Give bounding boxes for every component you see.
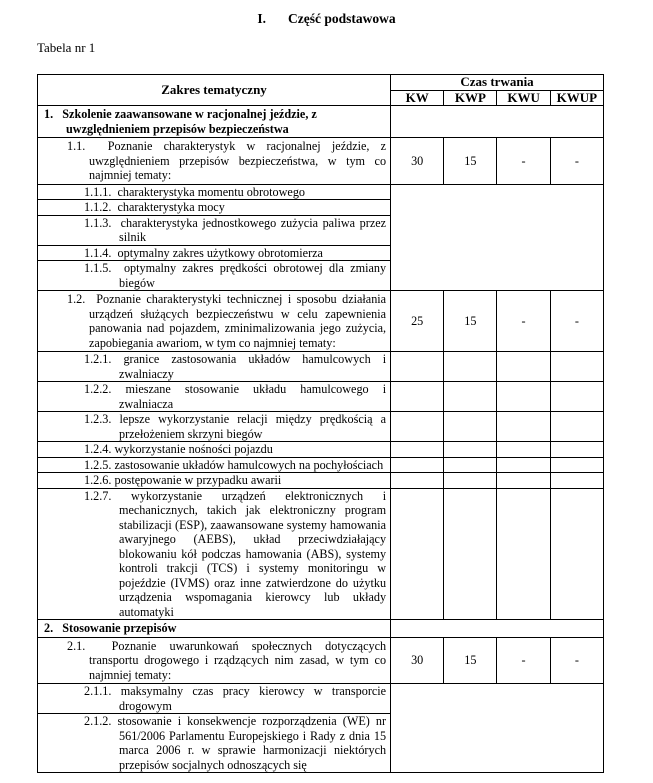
table-row	[38, 291, 604, 352]
empty-cell	[550, 473, 603, 489]
table-row	[38, 138, 604, 185]
header-kwu: KWU	[497, 90, 550, 106]
empty-cell	[391, 488, 444, 620]
table-row	[38, 442, 604, 458]
empty-cell	[391, 684, 604, 773]
empty-cell	[444, 457, 497, 473]
value-kw: 30	[391, 138, 444, 185]
topic-2-1: 2.1. Poznanie uwarunkowań społecznych dotyczących transportu drogowego i rządzących nim zasad, w tym co najmniej tematy:	[38, 637, 391, 684]
empty-cell	[391, 442, 444, 458]
subtopic-1-1-1: 1.1.1. charakterystyka momentu obrotowego	[38, 184, 391, 200]
subtopic-1-2-5: 1.2.5. zastosowanie układów hamulcowych na pochyłościach	[38, 457, 391, 473]
empty-cell	[550, 412, 603, 442]
value-kwp: 15	[444, 291, 497, 352]
empty-cell	[391, 352, 444, 382]
subtopic-1-1-2: 1.1.2. charakterystyka mocy	[38, 200, 391, 216]
empty-cell	[497, 442, 550, 458]
empty-cell	[444, 473, 497, 489]
empty-cell	[391, 457, 444, 473]
subtopic-1-2-2: 1.2.2. mieszane stosowanie układu hamulcowego i zwalniacza	[38, 382, 391, 412]
table-header-row	[38, 75, 604, 91]
header-kwp: KWP	[444, 90, 497, 106]
empty-cell	[391, 473, 444, 489]
value-kwp: 15	[444, 138, 497, 185]
empty-cell	[497, 488, 550, 620]
curriculum-table	[37, 74, 604, 773]
empty-cell	[444, 412, 497, 442]
table-row	[38, 637, 604, 684]
subtopic-2-1-2: 2.1.2. stosowanie i konsekwencje rozporządzenia (WE) nr 561/2006 Parlamentu Europejskiego i Rady z dnia 15 marca 2006 r. w sprawie harmonizacji niektórych przepisów socjalnych odnoszących się	[38, 714, 391, 773]
header-kw: KW	[391, 90, 444, 106]
empty-cell	[391, 382, 444, 412]
topic-1-1: 1.1. Poznanie charakterystyk w racjonalnej jeździe, z uwzględnieniem przepisów bezpieczeństwa, w tym co najmniej tematy:	[38, 138, 391, 185]
table-row	[38, 457, 604, 473]
table-row	[38, 106, 604, 138]
subtopic-1-1-3: 1.1.3. charakterystyka jednostkowego zużycia paliwa przez silnik	[38, 215, 391, 245]
subtopic-1-2-4: 1.2.4. wykorzystanie nośności pojazdu	[38, 442, 391, 458]
empty-cell	[497, 382, 550, 412]
section-1-title: 1. Szkolenie zaawansowane w racjonalnej jeździe, z uwzględnieniem przepisów bezpieczeństwa	[38, 106, 391, 138]
subtopic-1-2-1: 1.2.1. granice zastosowania układów hamulcowych i zwalniaczy	[38, 352, 391, 382]
empty-cell	[391, 106, 604, 138]
empty-cell	[550, 488, 603, 620]
empty-cell	[444, 352, 497, 382]
value-kwup: -	[550, 138, 603, 185]
empty-cell	[444, 442, 497, 458]
table-row	[38, 382, 604, 412]
empty-cell	[497, 352, 550, 382]
table-row	[38, 184, 604, 200]
table-row	[38, 352, 604, 382]
subtopic-1-2-3: 1.2.3. lepsze wykorzystanie relacji między prędkością a przełożeniem skrzyni biegów	[38, 412, 391, 442]
header-topic: Zakres tematyczny	[38, 75, 391, 106]
empty-cell	[444, 382, 497, 412]
topic-1-2: 1.2. Poznanie charakterystyki technicznej i sposobu działania urządzeń służących bezpieczeństwu w celu zapewnienia panowania nad pojazdem, zminimalizowania jego zużycia, zapobiegania awariom, w tym co najmniej tematy:	[38, 291, 391, 352]
subtopic-1-2-6: 1.2.6. postępowanie w przypadku awarii	[38, 473, 391, 489]
value-kwup: -	[550, 637, 603, 684]
value-kwup: -	[550, 291, 603, 352]
subtopic-1-2-7: 1.2.7. wykorzystanie urządzeń elektronicznych i mechanicznych, takich jak elektroniczny program stabilizacji (ESP), zaawansowane systemy hamowania awaryjnego (AEBS), układ przeciwdziałający blokowaniu kół podczas hamowania (ABS), systemy kontroli trakcji (TCS) i systemy monitoringu w pojeździe (IVMS) oraz inne zatwierdzone do użytku urządzenia wspomagania kierowcy lub układy automatyki	[38, 488, 391, 620]
value-kwu: -	[497, 138, 550, 185]
section-heading	[0, 11, 653, 27]
empty-cell	[497, 473, 550, 489]
subtopic-1-1-5: 1.1.5. optymalny zakres prędkości obrotowej dla zmiany biegów	[38, 261, 391, 291]
table-row	[38, 620, 604, 638]
header-duration: Czas trwania	[391, 75, 604, 91]
table-row	[38, 473, 604, 489]
empty-cell	[550, 457, 603, 473]
empty-cell	[550, 382, 603, 412]
value-kw: 25	[391, 291, 444, 352]
subtopic-1-1-4: 1.1.4. optymalny zakres użytkowy obrotomierza	[38, 245, 391, 261]
value-kwu: -	[497, 637, 550, 684]
section-2-title: 2. Stosowanie przepisów	[38, 620, 391, 638]
empty-cell	[444, 488, 497, 620]
section-number: I.	[257, 11, 266, 26]
subtopic-2-1-1: 2.1.1. maksymalny czas pracy kierowcy w transporcie drogowym	[38, 684, 391, 714]
empty-cell	[550, 352, 603, 382]
header-kwup: KWUP	[550, 90, 603, 106]
section-title: Część podstawowa	[288, 11, 396, 26]
value-kw: 30	[391, 637, 444, 684]
empty-cell	[550, 442, 603, 458]
empty-cell	[391, 184, 604, 291]
value-kwu: -	[497, 291, 550, 352]
table-row	[38, 488, 604, 620]
table-row	[38, 684, 604, 714]
table-row	[38, 412, 604, 442]
table-caption: Tabela nr 1	[37, 40, 96, 55]
empty-cell	[391, 620, 604, 638]
value-kwp: 15	[444, 637, 497, 684]
empty-cell	[391, 412, 444, 442]
empty-cell	[497, 457, 550, 473]
empty-cell	[497, 412, 550, 442]
